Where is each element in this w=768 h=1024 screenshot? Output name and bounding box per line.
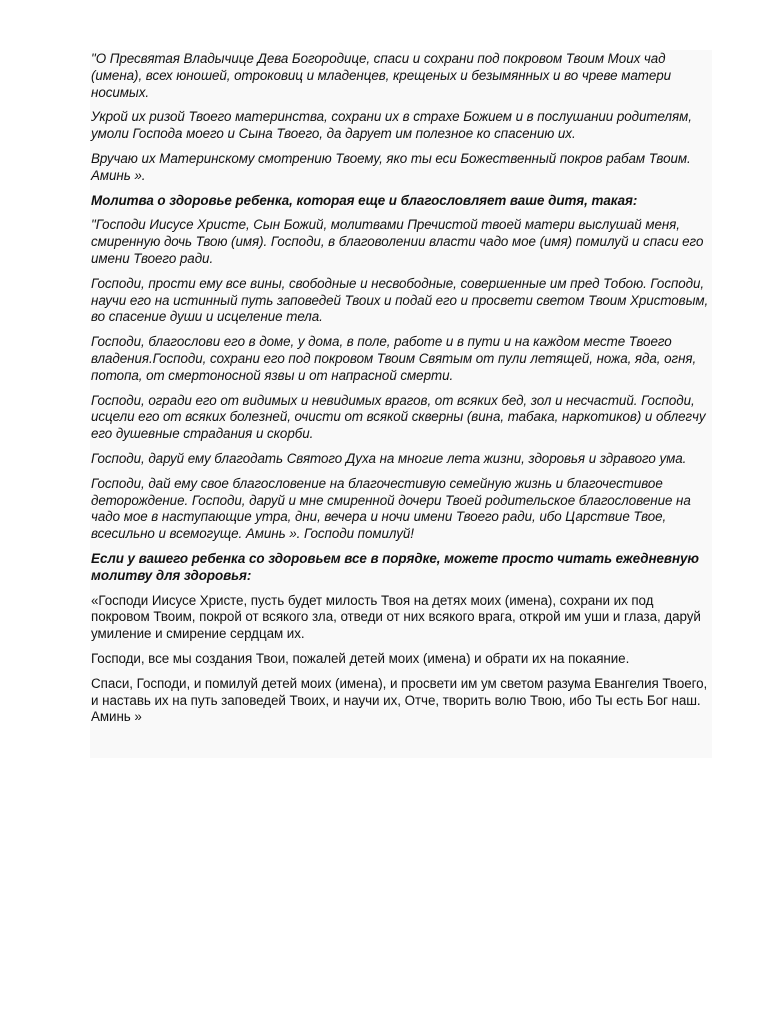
paragraph-grace: Господи, даруй ему благодать Святого Духа на многие лета жизни, здоровья и здравого ума. — [91, 450, 687, 466]
document-text-block — [90, 50, 712, 758]
paragraph-cover-robe: Укрой их ризой Твоего материнства, сохрани их в страхе Божием и в послушании родителям, умоли Господа моего и Сына Твоего, да дарует им полезное ко спасению их. — [91, 109, 692, 142]
paragraph-forgive: Господи, прости ему все вины, свободные и несвободные, совершенные им пред Тобою. Господи, научи его на истинный путь заповедей Твоих и подай его и просвети светом Твоим Христовым, во спасение души и исцеление тела. — [91, 275, 709, 325]
heading-health-prayer: Молитва о здоровье ребенка, которая еще и благословляет ваше дитя, такая: — [91, 192, 638, 208]
paragraph-entrust: Вручаю их Материнскому смотрению Твоему, яко ты еси Божественный покров рабам Твоим. Аминь ». — [91, 150, 691, 183]
paragraph-protect: Господи, огради его от видимых и невидимых врагов, от всяких бед, зол и несчастий. Господи, исцели его от всяких болезней, очисти от всякой скверны (вина, табака, наркотиков) и облегчу его душевные страдания и скорби. — [91, 392, 706, 442]
paragraph-lord-jesus: "Господи Иисусе Христе, Сын Божий, молитвами Пречистой твоей матери выслушай меня, смиренную дочь Твою (имя). Господи, в благоволении власти чадо мое (имя) помилуй и спаси его имени Твоего ради. — [91, 217, 704, 266]
paragraph-daily-repentance: Господи, все мы создания Твои, пожалей детей моих (имена) и обрати их на покаяние. — [91, 650, 630, 666]
heading-daily-prayer: Если у вашего ребенка со здоровьем все в порядке, можете просто читать ежедневную молитву для здоровья: — [91, 550, 699, 583]
paragraph-daily-mercy: «Господи Иисусе Христе, пусть будет милость Твоя на детях моих (имена), сохрани их под покровом Твоим, покрой от всякого зла, отведи от них всякого врага, открой им уши и глаза, даруй умиление и смирение сердцам их. — [91, 592, 701, 642]
paragraph-bless: Господи, благослови его в доме, у дома, в поле, работе и в пути и на каждом месте Твоего владения.Господи, сохрани его под покровом Твоим Святым от пули летящей, ножа, яда, огня, потопа, от смертоносной язвы и от напрасной смерти. — [91, 334, 697, 383]
paragraph-intro-prayer: "О Пресвятая Владычице Дева Богородице, спаси и сохрани под покровом Твоим Моих чад (имена), всех юношей, отроковиц и младенцев, крещеных и безымянных и во чреве матери носимых. — [91, 51, 672, 100]
paragraph-daily-amen: Спаси, Господи, и помилуй детей моих (имена), и просвети им ум светом разума Евангелия Твоего, и наставь их на путь заповедей Твоих, и научи их, Отче, творить волю Твою, ибо Ты есть Бог наш. Аминь » — [91, 675, 708, 725]
paragraph-family-life: Господи, дай ему свое благословение на благочестивую семейную жизнь и благочестивое деторождение. Господи, даруй и мне смиренной дочери Твоей родительское благословение на чадо мое в наступающие утра, дни, вечера и ночи имени Твоего ради, ибо Царствие Твое, всесильно и всемогуще. Аминь ». Господи помилуй! — [91, 475, 691, 542]
